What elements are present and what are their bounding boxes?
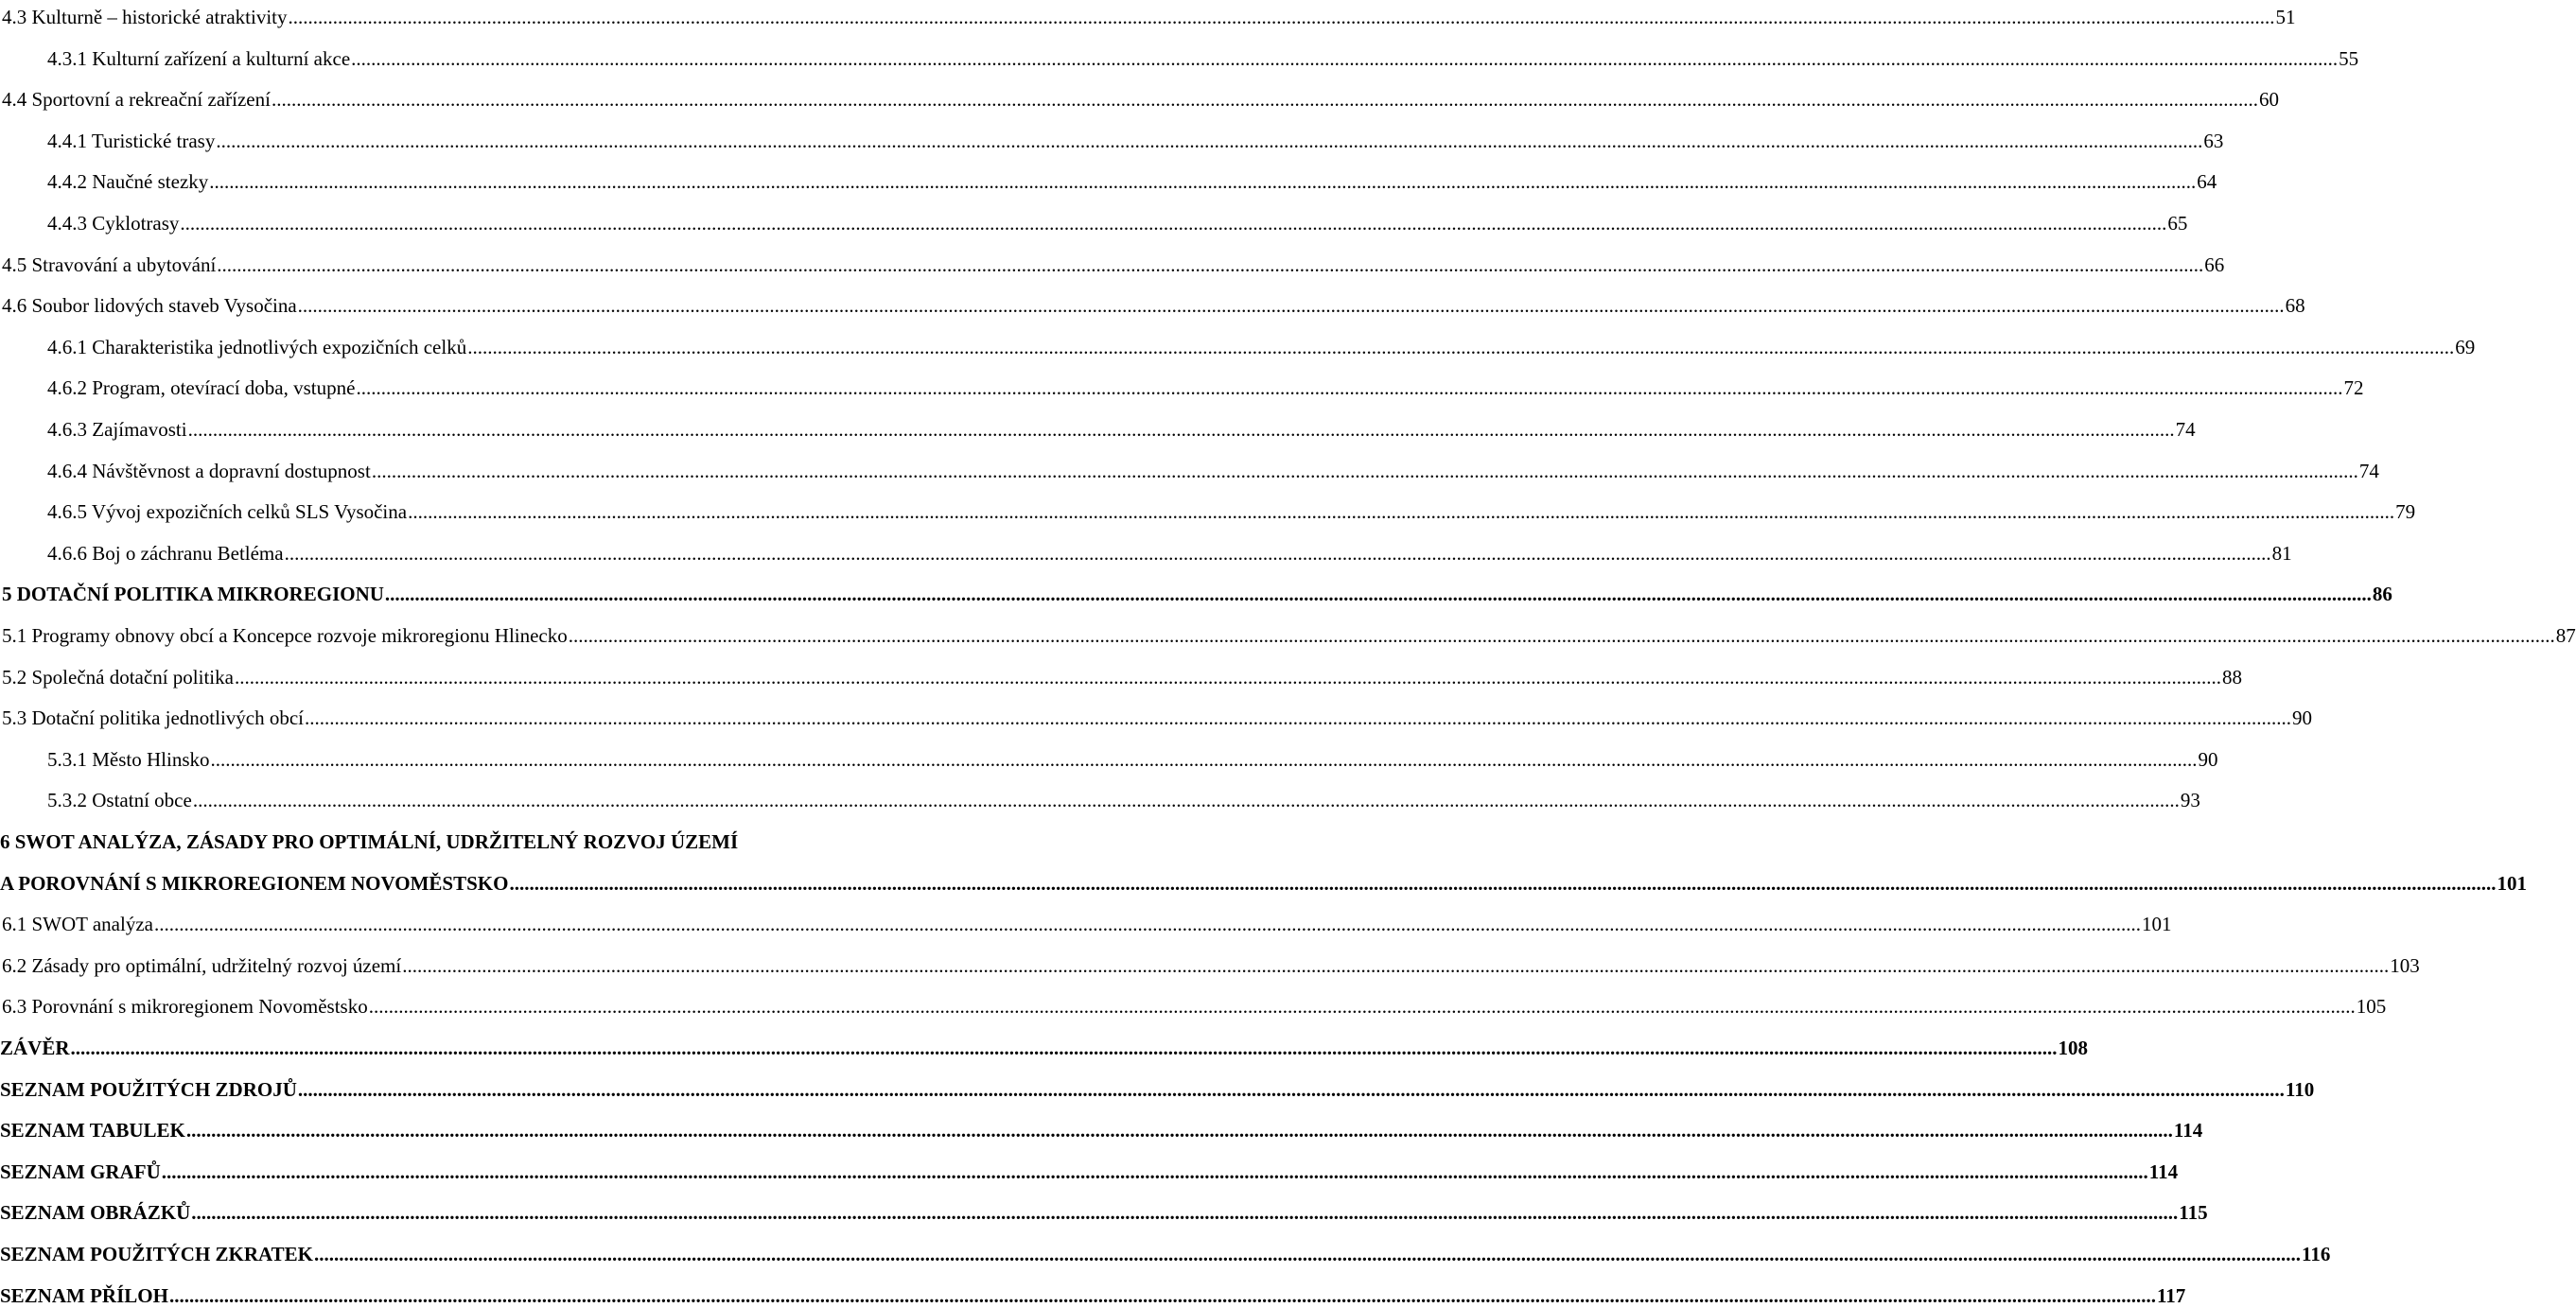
toc-entry-title: 6.3 Porovnání s mikroregionem Novoměstsko	[2, 995, 368, 1019]
toc-entry[interactable]	[2, 989, 2387, 1019]
toc-entry-title: 6.2 Zásady pro optimální, udržitelný rozvoj území	[2, 953, 402, 977]
toc-page-number: 115	[2179, 1201, 2208, 1225]
dot-leader: ................................................................................................................................................................................................................................................................................................................................................................................................................	[161, 1160, 2148, 1183]
dot-leader: ................................................................................................................................................................................................................................................................................................................................................................................................................	[70, 1037, 2058, 1059]
toc-page-number: 81	[2271, 541, 2292, 565]
dot-leader: ................................................................................................................................................................................................................................................................................................................................................................................................................	[216, 129, 2203, 152]
dot-leader: ................................................................................................................................................................................................................................................................................................................................................................................................................	[467, 335, 2455, 358]
toc-entry-title: SEZNAM PŘÍLOH	[0, 1283, 168, 1307]
toc-entry-title: 4.6.2 Program, otevírací doba, vstupné	[47, 376, 356, 400]
toc-entry-title: 5.3 Dotační politika jednotlivých obcí	[2, 706, 305, 730]
toc-page-number: 93	[2180, 789, 2200, 812]
dot-leader: ................................................................................................................................................................................................................................................................................................................................................................................................................	[297, 294, 2285, 318]
dot-leader: ................................................................................................................................................................................................................................................................................................................................................................................................................	[509, 871, 2497, 895]
toc-page-number: 90	[2198, 747, 2218, 771]
toc-entry-title: 5.3.2 Ostatní obce	[47, 789, 192, 812]
toc-page-number: 114	[2148, 1160, 2179, 1183]
toc-page-number: 108	[2058, 1037, 2089, 1059]
toc-page-number: 66	[2204, 253, 2225, 276]
dot-leader: ................................................................................................................................................................................................................................................................................................................................................................................................................	[271, 88, 2258, 112]
toc-page-number: 68	[2285, 294, 2305, 318]
toc-entry[interactable]	[47, 206, 2188, 235]
toc-entry[interactable]	[47, 165, 2217, 194]
toc-entry-title: 4.6.6 Boj o záchranu Betléma	[47, 541, 284, 565]
toc-page-number: 101	[2497, 871, 2527, 895]
toc-entry[interactable]	[47, 412, 2196, 441]
toc-entry[interactable]	[2, 288, 2305, 318]
toc-entry-title: 6.1 SWOT analýza	[2, 913, 153, 936]
toc-entry-title: ZÁVĚR	[0, 1037, 70, 1059]
dot-leader: ................................................................................................................................................................................................................................................................................................................................................................................................................	[191, 1201, 2179, 1225]
dot-leader: ................................................................................................................................................................................................................................................................................................................................................................................................................	[297, 1077, 2285, 1101]
toc-entry[interactable]	[47, 42, 2359, 70]
toc-page-number: 105	[2356, 995, 2387, 1019]
dot-leader: ................................................................................................................................................................................................................................................................................................................................................................................................................	[185, 1119, 2173, 1142]
toc-entry-title: 4.6.4 Návštěvnost a dopravní dostupnost	[47, 459, 371, 482]
dot-leader: ................................................................................................................................................................................................................................................................................................................................................................................................................	[408, 500, 2395, 524]
toc-entry-title: SEZNAM POUŽITÝCH ZDROJŮ	[0, 1077, 297, 1101]
toc-entry-title: A POROVNÁNÍ S MIKROREGIONEM NOVOMĚSTSKO	[0, 871, 509, 895]
dot-leader: ................................................................................................................................................................................................................................................................................................................................................................................................................	[568, 624, 2555, 647]
dot-leader: ................................................................................................................................................................................................................................................................................................................................................................................................................	[384, 583, 2372, 606]
dot-leader: ................................................................................................................................................................................................................................................................................................................................................................................................................	[187, 418, 2175, 441]
dot-leader: ................................................................................................................................................................................................................................................................................................................................................................................................................	[209, 170, 2197, 194]
dot-leader: ................................................................................................................................................................................................................................................................................................................................................................................................................	[180, 212, 2167, 235]
toc-entry-title: SEZNAM TABULEK	[0, 1119, 185, 1142]
dot-leader: ................................................................................................................................................................................................................................................................................................................................................................................................................	[305, 706, 2292, 730]
toc-page-number: 65	[2167, 212, 2188, 235]
toc-entry[interactable]	[47, 371, 2364, 400]
toc-entry[interactable]	[0, 1195, 2208, 1225]
toc-entry[interactable]	[2, 577, 2392, 606]
toc-page-number: 117	[2156, 1283, 2186, 1307]
toc-page-number: 69	[2455, 335, 2476, 358]
toc-entry[interactable]	[0, 1155, 2179, 1183]
toc-entry[interactable]	[2, 0, 2296, 28]
toc-page-number: 60	[2258, 88, 2279, 112]
toc-entry-title: SEZNAM POUŽITÝCH ZKRATEK	[0, 1243, 313, 1265]
dot-leader: ................................................................................................................................................................................................................................................................................................................................................................................................................	[371, 459, 2358, 482]
toc-entry[interactable]	[47, 495, 2416, 524]
toc-entry[interactable]	[0, 825, 908, 853]
dot-leader: ................................................................................................................................................................................................................................................................................................................................................................................................................	[217, 253, 2204, 276]
dot-leader: ................................................................................................................................................................................................................................................................................................................................................................................................................	[288, 6, 2275, 28]
toc-entry[interactable]	[2, 949, 2420, 977]
toc-page-number: 114	[2173, 1119, 2203, 1142]
toc-entry[interactable]	[2, 82, 2279, 112]
toc-page-number: 110	[2285, 1077, 2315, 1101]
toc-entry[interactable]	[47, 742, 2218, 771]
dot-leader: ................................................................................................................................................................................................................................................................................................................................................................................................................	[234, 665, 2221, 689]
toc-entry[interactable]	[0, 1031, 2089, 1059]
toc-entry[interactable]	[2, 701, 2313, 730]
toc-entry[interactable]	[0, 1113, 2203, 1142]
toc-entry[interactable]	[0, 1237, 2331, 1265]
toc-page-number: 64	[2197, 170, 2217, 194]
toc-entry[interactable]	[47, 454, 2379, 482]
toc-entry[interactable]	[2, 660, 2242, 689]
toc-entry-title: 4.6.5 Vývoj expozičních celků SLS Vysočina	[47, 500, 408, 524]
toc-entry[interactable]	[2, 619, 2576, 647]
dot-leader: ................................................................................................................................................................................................................................................................................................................................................................................................................	[153, 913, 2141, 936]
toc-page-number: 88	[2221, 665, 2242, 689]
dot-leader: ................................................................................................................................................................................................................................................................................................................................................................................................................	[356, 376, 2343, 400]
toc-page-number: 72	[2343, 376, 2364, 400]
toc-entry-title: 4.5 Stravování a ubytování	[2, 253, 217, 276]
toc-page-number: 55	[2339, 46, 2359, 70]
toc-entry[interactable]	[47, 536, 2292, 565]
toc-entry[interactable]	[2, 907, 2172, 936]
toc-entry-title: 4.3 Kulturně – historické atraktivity	[2, 6, 288, 28]
toc-entry[interactable]	[47, 783, 2200, 812]
dot-leader: ................................................................................................................................................................................................................................................................................................................................................................................................................	[368, 995, 2356, 1019]
toc-entry-title: 4.6.3 Zajímavosti	[47, 418, 187, 441]
toc-entry-title: SEZNAM OBRÁZKŮ	[0, 1201, 191, 1225]
toc-entry[interactable]	[0, 1073, 2315, 1101]
toc-entry-title: 5 DOTAČNÍ POLITIKA MIKROREGIONU	[2, 583, 384, 606]
toc-page-number: 74	[2175, 418, 2196, 441]
toc-entry-title: 5.1 Programy obnovy obcí a Koncepce rozvoje mikroregionu Hlinecko	[2, 624, 568, 647]
toc-entry-title: 4.6.1 Charakteristika jednotlivých expozičních celků	[47, 335, 467, 358]
dot-leader: ................................................................................................................................................................................................................................................................................................................................................................................................................	[314, 1243, 2301, 1265]
toc-entry[interactable]	[0, 1279, 2186, 1307]
toc-entry-title: 4.6 Soubor lidových staveb Vysočina	[2, 294, 297, 318]
dot-leader: ................................................................................................................................................................................................................................................................................................................................................................................................................	[168, 1283, 2156, 1307]
toc-page-number: 79	[2395, 500, 2416, 524]
toc-page-number: 87	[2555, 624, 2576, 647]
toc-entry-title: 4.4.3 Cyklotrasy	[47, 212, 180, 235]
toc-page-number: 63	[2203, 129, 2224, 152]
toc-page-number: 90	[2292, 706, 2313, 730]
toc-entry[interactable]	[0, 866, 2527, 895]
toc-page-number: 103	[2390, 953, 2420, 977]
toc-page-number: 74	[2358, 459, 2379, 482]
toc-entry-title: 4.4.1 Turistické trasy	[47, 129, 216, 152]
dot-leader: ................................................................................................................................................................................................................................................................................................................................................................................................................	[210, 747, 2198, 771]
toc-entry-title: 4.4 Sportovní a rekreační zařízení	[2, 88, 271, 112]
toc-page-number: 116	[2302, 1243, 2331, 1265]
dot-leader: ................................................................................................................................................................................................................................................................................................................................................................................................................	[192, 789, 2180, 812]
toc-entry-title: 5.2 Společná dotační politika	[2, 665, 234, 689]
toc-page-number: 51	[2275, 6, 2296, 28]
dot-leader: ................................................................................................................................................................................................................................................................................................................................................................................................................	[284, 541, 2271, 565]
toc-page-number: 86	[2372, 583, 2392, 606]
dot-leader: ................................................................................................................................................................................................................................................................................................................................................................................................................	[402, 953, 2390, 977]
toc-entry[interactable]	[2, 248, 2225, 276]
toc-entry-title: 4.4.2 Naučné stezky	[47, 170, 209, 194]
toc-entry[interactable]	[47, 124, 2224, 152]
toc-entry-title: SEZNAM GRAFŮ	[0, 1160, 161, 1183]
toc-entry-title: 4.3.1 Kulturní zařízení a kulturní akce	[47, 46, 351, 70]
dot-leader: ................................................................................................................................................................................................................................................................................................................................................................................................................	[351, 46, 2339, 70]
toc-entry-title: 6 SWOT ANALÝZA, ZÁSADY PRO OPTIMÁLNÍ, UDRŽITELNÝ ROZVOJ ÚZEMÍ	[0, 830, 739, 853]
toc-page-number: 101	[2141, 913, 2172, 936]
toc-entry-title: 5.3.1 Město Hlinsko	[47, 747, 210, 771]
toc-entry[interactable]	[47, 330, 2476, 358]
